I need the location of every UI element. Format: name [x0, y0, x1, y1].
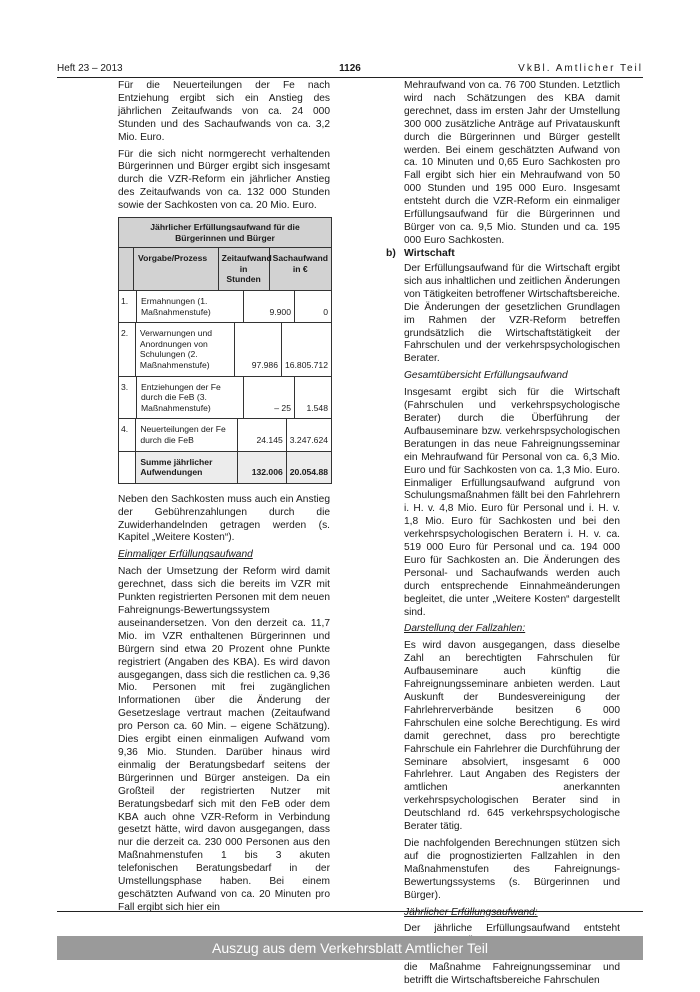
row-process: Entziehungen der Fe durch die FeB (3. Maßnahmenstufe)	[137, 377, 244, 419]
row-number: 2.	[119, 323, 136, 375]
issue-label: Heft 23 – 2013	[57, 63, 123, 74]
header-cell-process: Vorgabe/Prozess	[134, 248, 219, 290]
paragraph: Der jährliche Erfüllungsaufwand entsteht die Maßnahme Fahreignungsseminar und betrifft die Wirtschaftsbereiche Fahrschulen	[404, 923, 620, 987]
header-cell-time: Zeitaufwand in Stunden	[219, 248, 270, 290]
table-caption: Jährlicher Erfüllungsaufwand für die Bürgerinnen und Bürger	[119, 218, 331, 248]
row-cost	[282, 323, 331, 375]
sum-cost-value: 20.054.88	[289, 467, 328, 478]
effort-table	[118, 217, 332, 484]
subheading: Gesamtübersicht Erfüllungsaufwand	[404, 370, 568, 382]
table-row	[119, 291, 331, 323]
table-row	[119, 377, 331, 420]
row-time	[235, 323, 282, 375]
footer-banner: Auszug aus dem Verkehrsblatt Amtlicher Teil	[57, 936, 643, 960]
paragraph: Für die Neuerteilungen der Fe nach Entziehung ergibt sich ein Anstieg des jährlichen Zeitaufwands von ca. 24 000 Stunden und des Sachaufwands von ca. 3,2 Mio. Euro.	[118, 80, 330, 143]
page-header	[57, 62, 643, 76]
sum-time-value: 132.006	[251, 467, 283, 478]
paragraph: Neben den Sachkosten muss auch ein Anstieg der Gebührenzahlungen durch die Zuwiderhandelnden getragen werden (s. Kapitel „Weitere Kosten“).	[118, 493, 330, 544]
left-column	[118, 80, 330, 919]
row-time-value: – 25	[274, 402, 291, 413]
paragraph: Nach der Umsetzung der Reform wird damit gerechnet, dass sich die bereits im VZR mit Punkten registrierten Personen mit dem neuen Fahreignungs-Bewertungssystem auseinandersetzen. Von den derzeit ca. 11,7 Mio. im VZR enthaltenen Bürgerinnen und Bürgern sind etwa 20 Prozent ohne Punkte registriert (Angaben des KBA). Es wird davon ausgegangen, dass sich die restlichen ca. 9,36 Mio. Personen mit frei zugänglichen Informationen über die Änderung der Gesetzeslage vertraut machen (Zeitaufwand pro Person ca. 60 Min. – eigene Schätzung). Dies ergibt einen einmaligen Aufwand vom 9,36 Mio. Stunden. Darüber hinaus wird einmalig der Beratungsbedarf seitens der Bürgerinnen und Bürger ansteigen. Da ein Großteil der registrierten Nutzer mit Beratungsbedarf sich mit den FeB oder dem KBA auch ohne VZR-Reform in Verbindung gesetzt hätte, wird davon ausgegangen, dass nur die derzeit ca. 230 000 Personen aus den Maßnahmenstufen 1 bis 3 akuten telefonischen Beratungsbedarf in der Umstellungsphase haben. Bei einem geschätzten Aufwand von ca. 20 Minuten pro Fall ergibt sich hier ein	[118, 566, 330, 913]
row-cost	[287, 419, 331, 450]
row-number: 3.	[119, 377, 137, 419]
paragraph: Insgesamt ergibt sich für die Wirtschaft (Fahrschulen und verkehrspsychologische Berater) durch die Überführung der Aufbauseminare bzw. verkehrspsychologischen Beratungen in das neue Fahreignungsseminar ein Mehraufwand für Personal von ca. 6,3 Mio. Euro und für Sachkosten von ca. 1,3 Mio. Euro. Einmaliger Erfüllungsaufwand aufgrund von Schulungsmaßnahmen fällt bei den Fahrlehrern i. H. v. 4,8 Mio. Euro für Personal und i. H. v. 1,8 Mio. Euro für Sachkosten und bei den verkehrspsychologischen Beratern i. H. v. ca. 519 000 Euro für Personal und ca. 194 000 Euro für Sachkosten an. Die Änderungen des Personal- und Sachaufwands werden auch durch entsprechende Einnahmeänderungen begleitet, die unter „Weitere Kosten“ dargestellt sind.	[404, 387, 620, 618]
sum-time	[238, 452, 287, 483]
footer-rule	[57, 911, 643, 912]
row-number: 4.	[119, 419, 136, 450]
section-title: Wirtschaft	[404, 248, 455, 259]
row-cost-value: 1.548	[306, 402, 328, 413]
row-cost	[295, 291, 331, 322]
journal-title: VkBl. Amtlicher Teil	[518, 63, 643, 74]
section-label: b)	[386, 248, 396, 259]
sum-cost	[287, 452, 331, 483]
row-time	[244, 291, 295, 322]
header-rule	[57, 77, 643, 78]
sum-label: Summe jährlicher Aufwendungen	[136, 452, 238, 483]
row-time-value: 9.900	[269, 306, 291, 317]
right-column	[404, 80, 620, 992]
table-header-row	[119, 248, 331, 291]
row-process: Neuerteilungen der Fe durch die FeB	[136, 419, 238, 450]
row-cost-value: 3.247.624	[289, 434, 328, 445]
row-cost-value: 16.805.712	[284, 360, 328, 370]
row-process: Ermahnungen (1. Maßnahmenstufe)	[137, 291, 244, 322]
row-process: Verwarnungen und Anordnungen von Schulungen (2. Maßnahmenstufe)	[136, 323, 235, 375]
row-time	[244, 377, 295, 419]
paragraph: Die nachfolgenden Berechnungen stützen sich auf die prognostizierten Fallzahlen in den Maßnahmenstufen des Fahreignungs-Bewertungssystems (s. Bürgerinnen und Bürger).	[404, 837, 620, 901]
paragraph: Mehraufwand von ca. 76 700 Stunden. Letztlich wird nach Schätzungen des KBA damit gerechnet, dass im ersten Jahr der Umstellung 300 000 zusätzliche Anträge auf Privatauskunft durch die Bürgerinnen und Bürger gestellt werden. Bei einem geschätzten Aufwand von ca. 10 Minuten und 0,65 Euro Sachkosten pro Fall ergibt sich hier ein Mehraufwand von 50 000 Stunden und 195 000 Euro. Insgesamt entsteht durch die VZR-Reform ein einmaliger Erfüllungsaufwand für die Bürgerinnen und Bürger von ca. 9,5 Mio. Stunden und ca. 195 000 Euro Sachkosten.	[404, 80, 620, 246]
row-cost	[295, 377, 331, 419]
subheading: Einmaliger Erfüllungsaufwand	[118, 549, 253, 561]
paragraph: Es wird davon ausgegangen, dass dieselbe Zahl an berechtigten Fahrschulen für Aufbauseminare auch künftig die Fahreignungsseminare anbieten werden. Laut Auskunft der Bundesvereinigung der Fahrlehrerverbände besitzen 6 000 Fahrschulen eine solche Berechtigung. Es wird damit gerechnet, dass pro berechtigte Fahrschule ein Fahrlehrer die Durchführung der Seminare absolviert, insgesamt 6 000 Fahrlehrer. Laut Angaben des Registers der amtlichen anerkannten verkehrspsychologischen Berater sind in Deutschland rd. 645 verkehrspsychologische Berater tätig.	[404, 640, 620, 833]
row-time	[238, 419, 287, 450]
subheading: Darstellung der Fallzahlen:	[404, 623, 526, 635]
table-row	[119, 323, 331, 376]
row-time-value: 97.986	[251, 360, 278, 370]
subheading: Jährlicher Erfüllungsaufwand:	[404, 906, 538, 918]
row-time-value: 24.145	[256, 434, 283, 445]
page-number: 1126	[339, 63, 361, 74]
row-cost-value: 0	[323, 306, 328, 317]
table-sum-row	[119, 452, 331, 483]
paragraph: Der Erfüllungsaufwand für die Wirtschaft ergibt sich aus inhaltlichen und zeitlichen Änderungen von Tätigkeiten betroffener Wirtschaftsbereiche. Die Änderungen der gesetzlichen Grundlagen im Rahmen der VZR-Reform betreffen grundsätzlich die Wirtschaftstätigkeit der Fahrschulen und der verkehrspsychologischen Berater.	[404, 263, 620, 365]
row-number: 1.	[119, 291, 137, 322]
header-cell-cost: Sachaufwand in €	[272, 253, 328, 274]
sum-number	[119, 452, 136, 483]
table-row	[119, 419, 331, 451]
header-cell-number	[119, 248, 134, 290]
paragraph: Für die sich nicht normgerecht verhaltenden Bürgerinnen und Bürger ergibt sich insgesamt durch die VZR-Reform ein jährlicher Anstieg des Zeitaufwands von ca. 132 000 Stunden sowie der Sachkosten von ca. 20 Mio. Euro.	[118, 148, 330, 212]
